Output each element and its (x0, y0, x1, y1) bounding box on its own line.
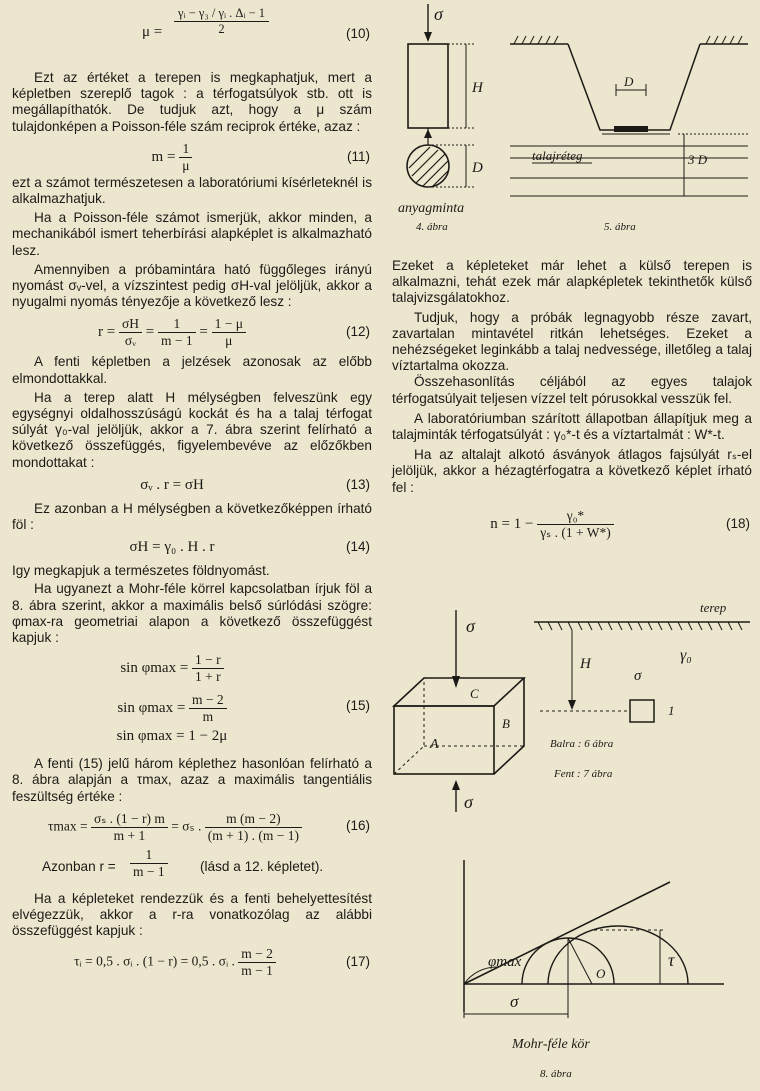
paragraph: Ha az altalajt alkotó ásványok átlagos fajsúlyát rₛ-el jelöljük, akkor a hézagtérfogatra a következő képlet írható fel : (392, 447, 752, 495)
equation-11: m = $\frac{1}{\mu}$ (11) (151, 140, 370, 173)
paragraph: Tudjuk, hogy a próbák legnagyobb része zavart, zavartalan mintavétel ritkán lehetséges. Ezeket a nehézségeket leginkább a talaj nedvessége, illetőleg a talaj víztartalma okozza. (392, 309, 752, 374)
paragraph: Összehasonlítás céljából az egyes talajok térfogatsúlyait teljesen vízzel telt pórusokkal vesszük fel. (392, 374, 752, 406)
figure-6-caption: Balra : 6 ábra (550, 738, 614, 750)
svg-text:σ: σ (434, 4, 443, 24)
eq10-numerator: γᵢ − γ₃ / γᵢ . Δᵢ − 1 (174, 6, 269, 22)
azonban-line: Azonban r = $\frac{1}{m - 1}$ (lásd a 12. képletet). (42, 846, 324, 879)
paragraph: A fenti képletben a jelzések azonosak az előbb elmondottakkal. (12, 354, 372, 386)
svg-text:talajréteg: talajréteg (532, 148, 583, 163)
svg-text:H: H (580, 656, 591, 672)
svg-text:σ: σ (634, 668, 642, 684)
paragraph: Ha ugyanezt a Mohr-féle körrel kapcsolatban írjuk föl a 8. ábra szerint, akkor a maximális belső súrlódási szögre: φmax-ra geometriai alapon a következő összefüggést kapjuk : (12, 581, 372, 646)
svg-text:3 D: 3 D (688, 152, 708, 167)
equation-13: σᵥ . r = σH (13) (140, 476, 370, 493)
paragraph: Ezt az értéket a terepen is megkaphatjuk, mert a képletben szereplő tagok : a térfogatsúlyok stb. ott is megállapíthatók. De tudjuk azt, hogy a μ szám tulajdonképen a Poisson-féle szám reciprok értéke, azaz : (12, 70, 372, 134)
paragraph: Ezeket a képleteket már lehet a külső terepen is alkalmazni, tehát ezek már alapképletek tekinthetők külső talajvizsgálatokhoz. (392, 258, 752, 306)
paragraph: Ha a terep alatt H mélységben felveszünk egy egységnyi oldalhosszúságú kockát és ha a talaj térfogat súlyát γ₀-val jelöljük, akkor a 7. ábra szerint felírható a következő összefüggés, figyelembevéve az előzőkben mondottakat : (12, 389, 372, 470)
svg-text:D: D (624, 74, 634, 89)
paragraph: Igy megkapjuk a természetes földnyomást. (12, 563, 270, 579)
equation-12: r = $\frac{\sigma H}{\text{σᵥ}}$ = $\frac{1}{m - 1}$ = $\frac{1 - \mu}{\mu}$ (12) (98, 316, 370, 349)
paragraph: Amennyiben a próbamintára ható függőleges irányú nyomást σᵥ-vel, a vízszintest pedig σH-val jelöljük, akkor a nyugalmi nyomás tényezője a következő lesz : (12, 261, 372, 310)
figure-7-caption: Fent : 7 ábra (554, 768, 613, 780)
figure-4 (392, 0, 522, 240)
svg-text:σ: σ (510, 992, 519, 1011)
figure-8 (432, 852, 732, 1062)
svg-text:O: O (596, 966, 606, 981)
svg-text:σ: σ (464, 792, 473, 812)
paragraph: Ha a Poisson-féle számot ismerjük, akkor minden, a mechanikából ismert teherbírási alapképlet is alkalmazható lesz. (12, 210, 372, 258)
equation-16: τmax = $\frac{\text{σₛ . (1 − r) m}}{m + 1}$ = σₛ . $\frac{m (m - 2)}{(m + 1) . (m - 1)}$ (16) (47, 810, 370, 843)
eq10-number: (10) (345, 26, 370, 41)
equation-17: τᵢ = 0,5 . σᵢ . (1 − r) = 0,5 . σᵢ . $\frac{m - 2}{m - 1}$ (17) (74, 945, 370, 978)
svg-text:φmax: φmax (488, 954, 522, 970)
figure-5-caption: 5. ábra (604, 221, 636, 233)
svg-text:anyagminta: anyagminta (398, 201, 465, 216)
equation-15c: sin φmax = 1 − 2μ (116, 728, 228, 745)
paragraph: Ez azonban a H mélységben a következőképpen írható föl : (12, 500, 372, 533)
svg-text:1: 1 (668, 703, 675, 718)
svg-text:D: D (472, 160, 483, 176)
svg-text:A: A (430, 737, 439, 752)
equation-15a: sin φmax = $\frac{1 - r}{1 + r}$ (12, 646, 372, 686)
svg-text:γ₀: γ₀ (680, 647, 692, 664)
figure-8-caption: 8. ábra (540, 1068, 572, 1080)
svg-text:τ: τ (668, 950, 675, 970)
paragraph: A laboratóriumban szárított állapotban állapítjuk meg a talajminták térfogatsúlyát : γ₀*-t és a víztartalmát : W*-t. (392, 410, 752, 443)
paragraph: ezt a számot természetesen a laboratóriumi kísérleteknél is alkalmazhatjuk. (12, 174, 372, 207)
svg-text:C: C (470, 686, 479, 701)
figure-4-caption: 4. ábra (416, 221, 448, 233)
svg-text:H: H (472, 80, 483, 96)
svg-text:B: B (502, 716, 510, 731)
equation-14: σH = γ₀ . H . r (14) (129, 539, 370, 556)
svg-text:Mohr-féle kör: Mohr-féle kör (512, 1037, 590, 1052)
equation-15b: sin φmax = $\frac{m - 2}{m}$ (15) (117, 692, 370, 725)
equation-18: n = 1 − $\frac{\text{γ₀*}}{\text{γₛ . (1 + W*)}}$ (18) (490, 507, 750, 540)
paragraph: Ha a képleteket rendezzük és a fenti behelyettesítést elvégezzük, akkor a r-ra vonatkozólag az alábbi összefüggést kapjuk : (12, 890, 372, 939)
equation-10: μ = $\frac{\text{γᵢ − γ₃ / γᵢ . Δᵢ − 1}}{2}$ (10) (142, 6, 370, 41)
paragraph: A fenti (15) jelű három képlethez hasonlóan felírható a 8. ábra alapján a τmax, azaz a maximális tangentiális feszültség értéke : (12, 756, 372, 804)
svg-text:terep: terep (700, 600, 727, 615)
figure-5 (510, 0, 750, 235)
svg-text:σ: σ (466, 616, 475, 636)
figure-6-7 (384, 598, 752, 818)
eq10-denominator: 2 (218, 22, 225, 36)
